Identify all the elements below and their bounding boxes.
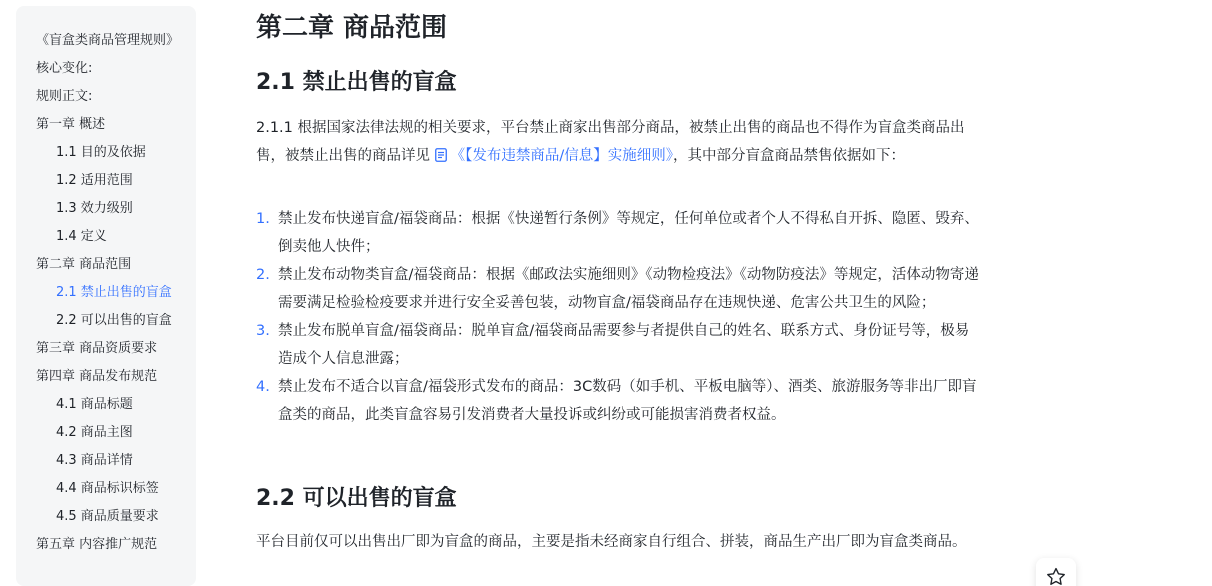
list-item-text: 禁止发布脱单盲盒/福袋商品：脱单盲盒/福袋商品需要参与者提供自己的姓名、联系方式、身份证号等，极易造成个人信息泄露； [278,323,970,367]
regulation-link-text: 《【发布违禁商品/信息】实施细则》 [450,148,673,164]
list-item [256,205,980,261]
toc-item[interactable]: 第五章 内容推广规范 [36,537,158,552]
toc-item[interactable]: 《盲盒类商品管理规则》 [36,33,180,48]
section-title-2-2: 2.2 可以出售的盲盒 [256,486,457,511]
table-of-contents [16,6,196,586]
toc-item[interactable]: 第四章 商品发布规范 [36,369,158,384]
favorite-button[interactable] [1036,558,1076,586]
toc-item[interactable]: 4.3 商品详情 [56,453,133,468]
toc-item[interactable]: 1.4 定义 [56,229,107,244]
list-item-text: 禁止发布不适合以盲盒/福袋形式发布的商品：3C数码（如手机、平板电脑等）、酒类、旅游服务等非出厂即盲盒类的商品，此类盲盒容易引发消费者大量投诉或纠纷或可能损害消费者权益。 [278,379,977,423]
toc-item[interactable]: 第三章 商品资质要求 [36,341,158,356]
list-item-number: 3. [256,323,270,339]
list-item-text: 禁止发布快递盲盒/福袋商品：根据《快递暂行条例》等规定，任何单位或者个人不得私自开拆、隐匿、毁弃、倒卖他人快件； [278,211,979,255]
chapter-title: 第二章 商品范围 [256,13,448,43]
toc-item[interactable]: 1.2 适用范围 [56,173,133,188]
toc-item[interactable]: 规则正文: [36,89,93,104]
list-item-number: 2. [256,267,270,283]
list-item-number: 1. [256,211,270,227]
list-item [256,317,980,373]
toc-item[interactable]: 2.2 可以出售的盲盒 [56,313,172,328]
toc-item[interactable]: 核心变化: [36,61,93,76]
section-intro-paragraph [256,114,980,170]
toc-item[interactable]: 2.1 禁止出售的盲盒 [56,285,172,300]
list-item [256,261,980,317]
list-item [256,373,980,429]
prohibited-list [256,205,980,429]
toc-item[interactable]: 1.1 目的及依据 [56,145,146,160]
list-item-text: 禁止发布动物类盲盒/福袋商品：根据《邮政法实施细则》《动物检疫法》《动物防疫法》等规定，活体动物寄递需要满足检验检疫要求并进行安全妥善包装，动物盲盒/福袋商品存在违规快递、危害公共卫生的风险； [278,267,979,311]
star-icon [1045,566,1067,586]
toc-item[interactable]: 4.1 商品标题 [56,397,133,412]
toc-item[interactable]: 4.5 商品质量要求 [56,509,159,524]
regulation-link[interactable] [435,148,673,164]
toc-item[interactable]: 1.3 效力级别 [56,201,133,216]
toc-item[interactable]: 4.2 商品主图 [56,425,133,440]
list-item-number: 4. [256,379,270,395]
document-icon [435,148,447,162]
toc-item[interactable]: 第一章 概述 [36,117,106,132]
intro-text-before-link: 2.1.1 根据国家法律法规的相关要求，平台禁止商家出售部分商品，被禁止出售的商品也不得作为盲盒类商品出售，被禁止出售的商品详见 [256,120,965,164]
section-2-2-paragraph: 平台目前仅可以出售出厂即为盲盒的商品，主要是指未经商家自行组合、拼装，商品生产出厂即为盲盒类商品。 [256,534,967,550]
toc-item[interactable]: 4.4 商品标识标签 [56,481,159,496]
section-title-2-1: 2.1 禁止出售的盲盒 [256,70,457,95]
toc-item[interactable]: 第二章 商品范围 [36,257,132,272]
intro-text-after-link: ，其中部分盲盒商品禁售依据如下： [673,148,905,164]
